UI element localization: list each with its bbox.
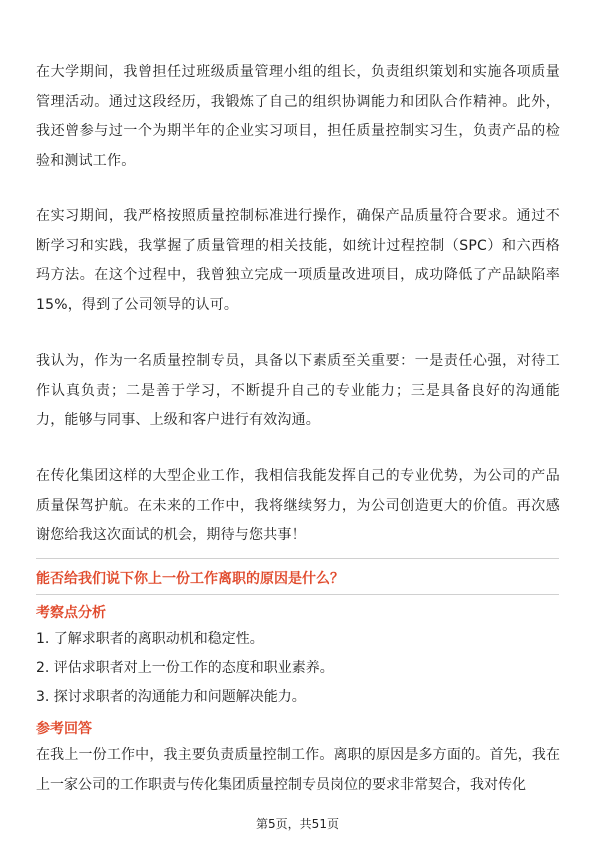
body-paragraph-university: 在大学期间，我曾担任过班级质量管理小组的组长，负责组织策划和实施各项质量管理活动。通过这段经历，我锻炼了自己的组织协调能力和团队合作精神。此外，我还曾参与过一个为期半年的企业实习项目，担任质量控制实习生，负责产品的检验和测试工作。 (36, 64, 560, 169)
analysis-point: 3. 探讨求职者的沟通能力和问题解决能力。 (36, 689, 306, 705)
page-number: 第5页，共51页 (256, 817, 339, 831)
reference-answer: 在我上一份工作中，我主要负责质量控制工作。离职的原因是多方面的。首先，我在上一家公司的工作职责与传化集团质量控制专员岗位的要求非常契合，我对传化 (36, 747, 560, 793)
body-paragraph-closing: 在传化集团这样的大型企业工作，我相信我能发挥自己的专业优势，为公司的产品质量保驾护航。在未来的工作中，我将继续努力，为公司创造更大的价值。再次感谢您给我这次面试的机会，期待与您共事！ (36, 468, 560, 543)
analysis-point: 2. 评估求职者对上一份工作的态度和职业素养。 (36, 660, 334, 676)
body-paragraph-qualities: 我认为，作为一名质量控制专员，具备以下素质至关重要：一是责任心强，对待工作认真负责；二是善于学习，不断提升自己的专业能力；三是具备良好的沟通能力，能够与同事、上级和客户进行有效沟通。 (36, 353, 560, 428)
reference-heading: 参考回答 (36, 721, 92, 737)
analysis-heading: 考察点分析 (36, 605, 106, 621)
analysis-point: 1. 了解求职者的离职动机和稳定性。 (36, 631, 264, 647)
question-divider (36, 594, 559, 595)
interview-question: 能否给我们说下你上一份工作离职的原因是什么？ (36, 571, 344, 587)
section-divider (36, 558, 559, 559)
body-paragraph-internship: 在实习期间，我严格按照质量控制标准进行操作，确保产品质量符合要求。通过不断学习和实践，我掌握了质量管理的相关技能，如统计过程控制（SPC）和六西格玛方法。在这个过程中，我曾独立完成一项质量改进项目，成功降低了产品缺陷率15%，得到了公司领导的认可。 (36, 208, 560, 313)
